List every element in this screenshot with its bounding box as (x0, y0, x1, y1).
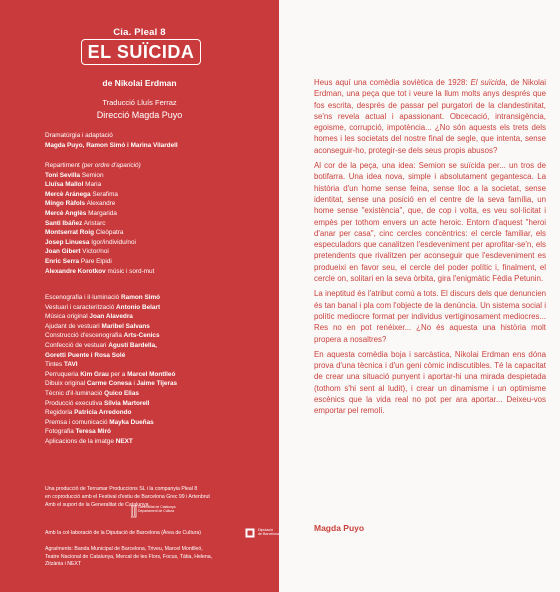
cooperation-line: Amb la col·laboració de la Diputació de Barcelona (Àrea de Cultura) (45, 530, 201, 536)
crew-role: Perruqueria (45, 370, 79, 378)
dramaturgy-names: Magda Puyo, Ramon Simó i Marina Vilardell (45, 142, 178, 149)
crew-name: TAVI (63, 361, 78, 369)
crew-row (45, 379, 265, 389)
crew-name: Agustí Bardella, (108, 341, 157, 349)
essay-paragraph (314, 349, 546, 417)
seal-line-1: Generalitat de Catalunya (138, 505, 176, 509)
cast-actor: Toni Sevilla (45, 171, 81, 179)
cast-row (45, 219, 265, 229)
cast-row (45, 257, 265, 267)
crew-row (45, 427, 265, 437)
cast-row (45, 171, 265, 181)
cast-list (45, 161, 265, 276)
crew-role: Ajudant de vestuari (45, 322, 100, 330)
cast-row (45, 180, 265, 190)
crew-role: Construcció d'escenografia (45, 332, 122, 340)
cast-role: Igor/individu/noi (91, 238, 136, 246)
crew-name: Patricia Arredondo (74, 409, 132, 417)
essay-text: Heus aquí una comèdia soviètica de 1928: (314, 78, 471, 87)
crew-role: Tintes (45, 361, 63, 369)
cast-actor: Enric Serra (45, 257, 80, 265)
production-line: en coproducció amb el Festival d'estiu de Barcelona Grec 99 i Artenbrut (45, 494, 210, 500)
cast-label-note: (per ordre d'aparició) (81, 162, 141, 169)
crew-row (45, 408, 265, 418)
crew-row (45, 399, 265, 409)
company-name: Cia. Pleal 8 (113, 27, 166, 38)
crew-row (45, 389, 265, 399)
cast-actor: Mercè Aránega (45, 190, 91, 198)
crew-row (45, 437, 265, 447)
crew-role: Regidoria (45, 409, 73, 417)
crew-name: Carme Conesa (86, 380, 132, 388)
cast-actor: Mingo Ràfols (45, 200, 86, 208)
essay-text: La ineptitud és l'atribut comú a tots. El discurs dels que denuncien és tan banal i pla com l'objecte de la denúncia. Un sistema social i polític mediocre format per individus vertiginosament mediocres... Res no en pot renéixer... ¿No és aquesta una història molt propera a nosaltres? (314, 289, 546, 344)
acknowledgement-line: Agraïments: Banda Municipal de Barcelona, Triveu, Marcel Montlleó, (45, 546, 203, 552)
cast-role: Pare Elpidi (80, 257, 112, 265)
crew-row (45, 341, 265, 351)
cast-actor: Mercè Anglès (45, 209, 87, 217)
crew-row (45, 351, 265, 361)
generalitat-logo-text (138, 505, 176, 513)
cast-actor: Alexandre Korotkov (45, 267, 106, 275)
production-line: Una producció de Terramar Produccions SL i la companyia Pleal 8 (45, 486, 198, 492)
production-line: Amb el suport de la Generalitat de Catalunya (45, 502, 149, 508)
acknowledgement-line: Zitzània i NEXT (45, 561, 82, 568)
essay-text: En aquesta comèdia boja i sarcàstica, Nikolai Erdman ens dóna prova d'una tècnica i d'un geni còmic indiscutibles. Té la capacitat de crear una situació punyent i aportar-hi una mirada despietada (tothom s'hi sent al ludit), i crear un dinamisme i un optimisme escènics que la vida real no pot per ara aportar... Deixeu-vos emportar pel remolí. (314, 349, 546, 416)
cast-row (45, 190, 265, 200)
essay-text: Al cor de la peça, una idea: Semion se suïcida per... un tros de botifarra. Una idea nova, simple i absolutament gegantesca. La història d'un home sense feina, sense lloc a la societat, sense identitat, sense una posició en el centre de la seva família, un home sense "existència", que, de cop i volta, es veu sol·licitat i empès per tothom envers un acte heroic. Entorn d'aquest "heroi d'anar per casa", cinc cercles concèntrics: el cercle familiar, els especuladors que canalitzen l'esdeveniment per aprofitar-se'n, els pretendents que rivalitzen per aconseguir que l'esdeveniment es produeixi en favor seu, el cercle del poder polític i, finalment, el cercle on, solitari en la seva òrbita, gira l'enigmàtic Fèdia Petunin. (314, 161, 546, 284)
director-essay (314, 77, 546, 421)
crew-role: Música original (45, 313, 88, 321)
cast-actor: Montserrat Roig (45, 229, 94, 237)
crew-connector: i (133, 380, 135, 388)
cast-role: Serafima (92, 190, 118, 198)
credits-panel (0, 0, 279, 592)
cast-role: músic i sord-mut (107, 267, 155, 275)
cast-row (45, 238, 265, 248)
cast-row (45, 228, 265, 238)
diputacio-logo-text (258, 528, 279, 537)
cast-role: Semion (81, 171, 104, 179)
crew-name: Quico Elias (104, 389, 139, 397)
cast-row (45, 209, 265, 219)
dramaturgy-block (45, 131, 265, 151)
essay-title-ref: El suïcida (470, 78, 506, 87)
crew-list (45, 293, 265, 447)
logo2-line-2: de Barcelona (258, 532, 280, 537)
dramaturgy-label: Dramatúrgia i adaptació (45, 132, 113, 139)
crew-role: Dibuix original (45, 380, 86, 388)
crew-name: Sílvia Martorell (103, 399, 150, 407)
crew-role: Escenografia i il·luminació (45, 294, 120, 301)
cast-row (45, 247, 265, 257)
crew-name: Goretti Puente i Rosa Solé (45, 351, 126, 359)
crew-row (45, 322, 265, 332)
crew-name: Maribel Salvans (101, 322, 150, 330)
crew-name: NEXT (115, 437, 133, 445)
cast-role: Maria (85, 181, 102, 189)
crew-row (45, 370, 265, 380)
cast-row (45, 267, 265, 277)
acknowledgements (45, 546, 265, 569)
cast-role: Cleòpatra (95, 229, 124, 237)
crew-connector: per a (110, 370, 126, 378)
cast-role: Victor/noi (82, 248, 109, 256)
crew-role: Vestuari i caracterització (45, 303, 115, 311)
crew-name: Joan Alavedra (89, 313, 133, 321)
crew-name: Ramon Simó (121, 294, 161, 301)
cast-actor: Lluïsa Mallol (45, 181, 84, 189)
crew-row (45, 293, 265, 303)
crew-role: Aplicacions de la imatge (45, 437, 114, 445)
crew-name-2: Jaime Tijeras (136, 380, 178, 388)
essay-paragraph (314, 160, 546, 284)
cast-actor: Josep Linuesa (45, 238, 90, 246)
crew-role: Fotografia (45, 428, 74, 436)
essay-signature: Magda Puyo (314, 523, 365, 533)
crew-name: Kim Grau (80, 370, 109, 378)
author-line: de Nikolai Erdman (102, 78, 177, 88)
cast-label: Repartiment (45, 162, 80, 169)
essay-paragraph (314, 288, 546, 344)
crew-role: Confecció de vestuari (45, 341, 107, 349)
crew-row (45, 303, 265, 313)
cast-role: Margarida (88, 209, 117, 217)
crew-role: Premsa i comunicació (45, 418, 108, 426)
crew-name-2: Marcel Montlleó (127, 370, 176, 378)
crew-name: Antonio Belart (116, 303, 161, 311)
cast-actor: Joan Gibert (45, 248, 81, 256)
director-line: Direcció Magda Puyo (96, 110, 183, 120)
play-title: EL SUÏCIDA (87, 42, 195, 62)
diputacio-logo (245, 528, 255, 538)
cast-actor: Santi Ibáñez (45, 219, 83, 227)
acknowledgement-line: Teatre Nacional de Catalunya, Mercat de les Flors, Focus, Tàtia, Helena, (45, 553, 213, 560)
logo2-line-1: Diputació (258, 528, 273, 532)
crew-role: Producció executiva (45, 399, 103, 407)
seal-line-2: Departament de Cultura (138, 509, 175, 514)
crew-role: Tècnic d'il·luminació (45, 389, 103, 397)
crew-row (45, 331, 265, 341)
translator-line: Traducció Lluís Ferraz (102, 98, 177, 107)
crew-row (45, 418, 265, 428)
essay-text: , de Nikolai Erdman, una peça que tot i veure la llum molts anys després que fos escrita, després de passar pel purgatori de la clandestinitat, se'ns revela actual i apassionant. Obcecació, intransigència, egoisme, corrupció, impotència... ¿No són aquests els trets dels homes i les societats del nostre final de segle, que intenta, sense aconseguir-ho, protegir-se dels seus propis abusos? (314, 78, 546, 155)
crew-name: Mayka Dueñas (109, 418, 154, 426)
crew-row (45, 312, 265, 322)
essay-paragraph (314, 77, 546, 156)
crew-row (45, 360, 265, 370)
crew-name: Arts-Cenics (123, 332, 160, 340)
cast-row (45, 199, 265, 209)
cast-header (45, 161, 265, 171)
crew-name: Teresa Miró (75, 428, 111, 436)
cast-role: Aristarc (83, 219, 106, 227)
cast-role: Alexandre (86, 200, 116, 208)
